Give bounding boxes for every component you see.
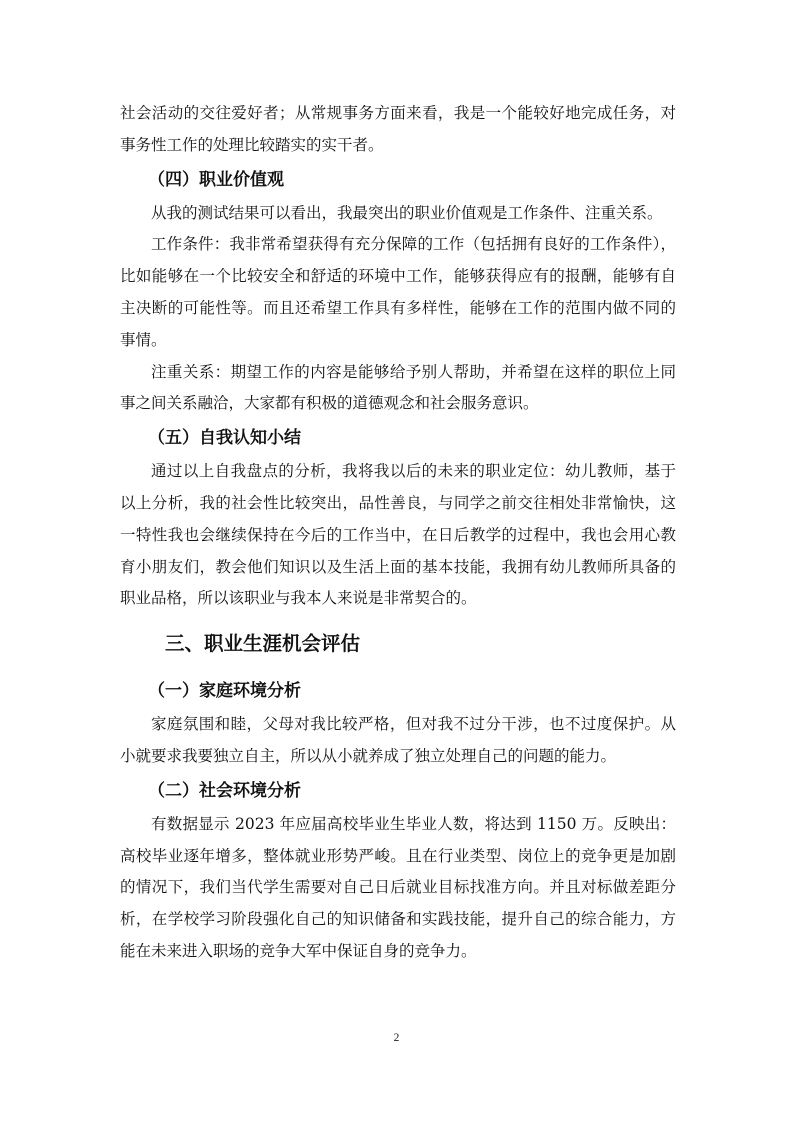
paragraph-family-environment: 家庭氛围和睦，父母对我比较严格，但对我不过分干涉，也不过度保护。从小就要求我要独立自主，所以从小就养成了独立处理自己的问题的能力。 — [120, 715, 676, 765]
heading-social-environment: （二）社会环境分析 — [148, 780, 301, 801]
paragraph-work-conditions: 工作条件：我非常希望获得有充分保障的工作（包括拥有良好的工作条件），比如能够在一个比较安全和舒适的环境中工作，能够获得应有的报酬，能够有自主决断的可能性等。而且还希望工作具有多样性，能够在工作的范围内做不同的事情。 — [120, 235, 676, 349]
paragraph-career-positioning: 通过以上自我盘点的分析，我将我以后的未来的职业定位：幼儿教师，基于以上分析，我的社会性比较突出，品性善良，与同学之前交往相处非常愉快，这一特性我也会继续保持在今后的工作当中，在日后教学的过程中，我也会用心教育小朋友们，教会他们知识以及生活上面的基本技能，我拥有幼儿教师所具备的职业品格，所以该职业与我本人来说是非常契合的。 — [120, 462, 676, 608]
paragraph-relationships: 注重关系：期望工作的内容是能够给予别人帮助，并希望在这样的职位上同事之间关系融洽，大家都有积极的道德观念和社会服务意识。 — [120, 362, 676, 413]
page-number: 2 — [393, 1032, 400, 1044]
page-content — [120, 98, 676, 968]
section-title-opportunity-assessment: 三、职业生涯机会评估 — [165, 632, 361, 656]
paragraph-social-activity: 社会活动的交往爱好者；从常规事务方面来看，我是一个能较好地完成任务，对事务性工作的处理比较踏实的实干者。 — [120, 104, 676, 154]
heading-family-environment: （一）家庭环境分析 — [148, 681, 301, 702]
paragraph-test-result: 从我的测试结果可以看出，我最突出的职业价值观是工作条件、注重关系。 — [151, 203, 663, 222]
heading-self-summary: （五）自我认知小结 — [148, 428, 301, 449]
heading-work-values: （四）职业价值观 — [148, 169, 284, 190]
paragraph-social-environment: 有数据显示 2023 年应届高校毕业生毕业人数，将达到 1150 万。反映出：高校毕业逐年增多，整体就业形势严峻。且在行业类型、岗位上的竞争更是加剧的情况下，我们当代学生需要对自己日后就业目标找准方向。并且对标做差距分析，在学校学习阶段强化自己的知识储备和实践技能，提升自己的综合能力，方能在未来进入职场的竞争大军中保证自身的竞争力。 — [120, 814, 676, 960]
